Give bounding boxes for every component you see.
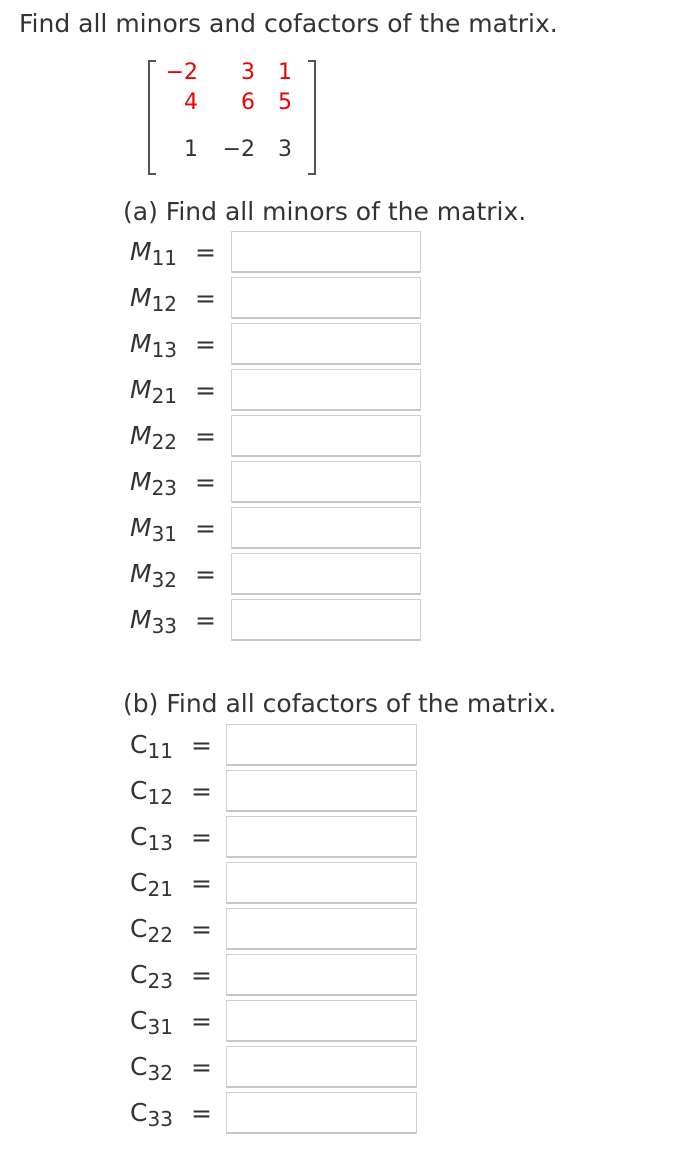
minor-input-21[interactable]	[231, 369, 421, 411]
minor-row-12	[130, 277, 421, 321]
variable-symbol: C	[130, 776, 148, 805]
variable-symbol: M	[130, 375, 152, 404]
cofactor-row-23	[130, 954, 417, 998]
matrix-cell-r1c1: −2	[165, 60, 198, 85]
variable-subscript: 31	[151, 522, 178, 546]
minor-row-33	[130, 599, 421, 643]
variable-symbol: C	[130, 1052, 148, 1081]
equals-sign: =	[191, 777, 212, 806]
cofactor-label-21	[130, 868, 173, 901]
variable-symbol: M	[130, 421, 152, 450]
minor-row-32	[130, 553, 421, 597]
variable-subscript: 12	[147, 785, 173, 809]
cofactor-input-31[interactable]	[226, 1000, 417, 1042]
matrix-left-bracket	[148, 60, 156, 175]
cofactor-label-31	[130, 1006, 173, 1039]
cofactor-input-32[interactable]	[226, 1046, 417, 1088]
variable-subscript: 21	[151, 384, 178, 408]
equals-sign: =	[191, 915, 212, 944]
cofactor-label-11	[130, 730, 173, 763]
variable-subscript: 11	[151, 246, 178, 270]
variable-subscript: 33	[151, 614, 178, 638]
variable-subscript: 33	[147, 1107, 173, 1131]
variable-subscript: 32	[147, 1061, 173, 1085]
variable-symbol: M	[130, 559, 152, 588]
cofactor-row-11	[130, 724, 417, 768]
cofactor-row-33	[130, 1092, 417, 1136]
cofactor-input-23[interactable]	[226, 954, 417, 996]
matrix-cell-r2c1: 4	[184, 90, 198, 115]
variable-symbol: C	[130, 914, 148, 943]
cofactor-row-32	[130, 1046, 417, 1090]
variable-symbol: M	[130, 283, 152, 312]
minor-label-22	[130, 421, 178, 454]
matrix-cell-r1c3: 1	[278, 60, 292, 85]
variable-subscript: 22	[151, 430, 178, 454]
minor-row-21	[130, 369, 421, 413]
variable-subscript: 21	[147, 877, 173, 901]
minor-row-13	[130, 323, 421, 367]
matrix	[148, 60, 316, 173]
variable-subscript: 11	[147, 739, 173, 763]
cofactor-input-13[interactable]	[226, 816, 417, 858]
equals-sign: =	[195, 238, 216, 267]
part-a-title: (a) Find all minors of the matrix.	[123, 197, 527, 226]
cofactor-row-12	[130, 770, 417, 814]
variable-subscript: 23	[147, 969, 173, 993]
cofactor-row-13	[130, 816, 417, 860]
minor-input-33[interactable]	[231, 599, 421, 641]
cofactor-input-11[interactable]	[226, 724, 417, 766]
minor-row-23	[130, 461, 421, 505]
variable-symbol: M	[130, 467, 152, 496]
minor-label-31	[130, 513, 178, 546]
matrix-right-bracket	[308, 60, 316, 175]
cofactor-input-22[interactable]	[226, 908, 417, 950]
minor-label-13	[130, 329, 178, 362]
variable-symbol: C	[130, 1098, 148, 1127]
minor-row-22	[130, 415, 421, 459]
part-b-title: (b) Find all cofactors of the matrix.	[123, 689, 557, 718]
minor-label-21	[130, 375, 178, 408]
minor-input-13[interactable]	[231, 323, 421, 365]
variable-symbol: M	[130, 605, 152, 634]
minor-input-12[interactable]	[231, 277, 421, 319]
minor-label-12	[130, 283, 178, 316]
cofactor-row-31	[130, 1000, 417, 1044]
equals-sign: =	[195, 376, 216, 405]
equals-sign: =	[191, 1007, 212, 1036]
equals-sign: =	[195, 330, 216, 359]
minor-input-32[interactable]	[231, 553, 421, 595]
equals-sign: =	[195, 284, 216, 313]
cofactor-label-33	[130, 1098, 173, 1131]
equals-sign: =	[195, 606, 216, 635]
variable-symbol: C	[130, 868, 148, 897]
variable-subscript: 22	[147, 923, 173, 947]
variable-symbol: C	[130, 1006, 148, 1035]
minor-input-22[interactable]	[231, 415, 421, 457]
minor-input-31[interactable]	[231, 507, 421, 549]
minor-row-11	[130, 231, 421, 275]
variable-subscript: 13	[147, 831, 173, 855]
matrix-cell-r3c2: −2	[222, 137, 255, 162]
matrix-cell-r1c2: 3	[241, 60, 255, 85]
matrix-cell-r2c3: 5	[278, 90, 292, 115]
cofactor-input-21[interactable]	[226, 862, 417, 904]
variable-symbol: M	[130, 513, 152, 542]
cofactor-input-33[interactable]	[226, 1092, 417, 1134]
minor-input-23[interactable]	[231, 461, 421, 503]
variable-symbol: C	[130, 730, 148, 759]
variable-subscript: 31	[147, 1015, 173, 1039]
minor-input-11[interactable]	[231, 231, 421, 273]
equals-sign: =	[195, 560, 216, 589]
variable-symbol: M	[130, 237, 152, 266]
cofactor-row-21	[130, 862, 417, 906]
variable-symbol: C	[130, 822, 148, 851]
cofactor-row-22	[130, 908, 417, 952]
variable-subscript: 23	[151, 476, 178, 500]
equals-sign: =	[191, 869, 212, 898]
minor-label-23	[130, 467, 178, 500]
equals-sign: =	[195, 514, 216, 543]
matrix-cell-r3c1: 1	[184, 137, 198, 162]
question-prompt: Find all minors and cofactors of the matrix.	[19, 9, 558, 38]
cofactor-label-22	[130, 914, 173, 947]
variable-symbol: C	[130, 960, 148, 989]
cofactor-label-23	[130, 960, 173, 993]
variable-symbol: M	[130, 329, 152, 358]
variable-subscript: 32	[151, 568, 178, 592]
equals-sign: =	[191, 961, 212, 990]
cofactor-label-12	[130, 776, 173, 809]
minor-label-11	[130, 237, 178, 270]
equals-sign: =	[191, 731, 212, 760]
matrix-cell-r3c3: 3	[278, 137, 292, 162]
minor-label-32	[130, 559, 178, 592]
equals-sign: =	[195, 422, 216, 451]
matrix-cell-r2c2: 6	[241, 90, 255, 115]
cofactor-label-32	[130, 1052, 173, 1085]
minor-row-31	[130, 507, 421, 551]
equals-sign: =	[195, 468, 216, 497]
equals-sign: =	[191, 823, 212, 852]
equals-sign: =	[191, 1099, 212, 1128]
minor-label-33	[130, 605, 178, 638]
variable-subscript: 13	[151, 338, 178, 362]
cofactor-input-12[interactable]	[226, 770, 417, 812]
equals-sign: =	[191, 1053, 212, 1082]
cofactor-label-13	[130, 822, 173, 855]
variable-subscript: 12	[151, 292, 178, 316]
